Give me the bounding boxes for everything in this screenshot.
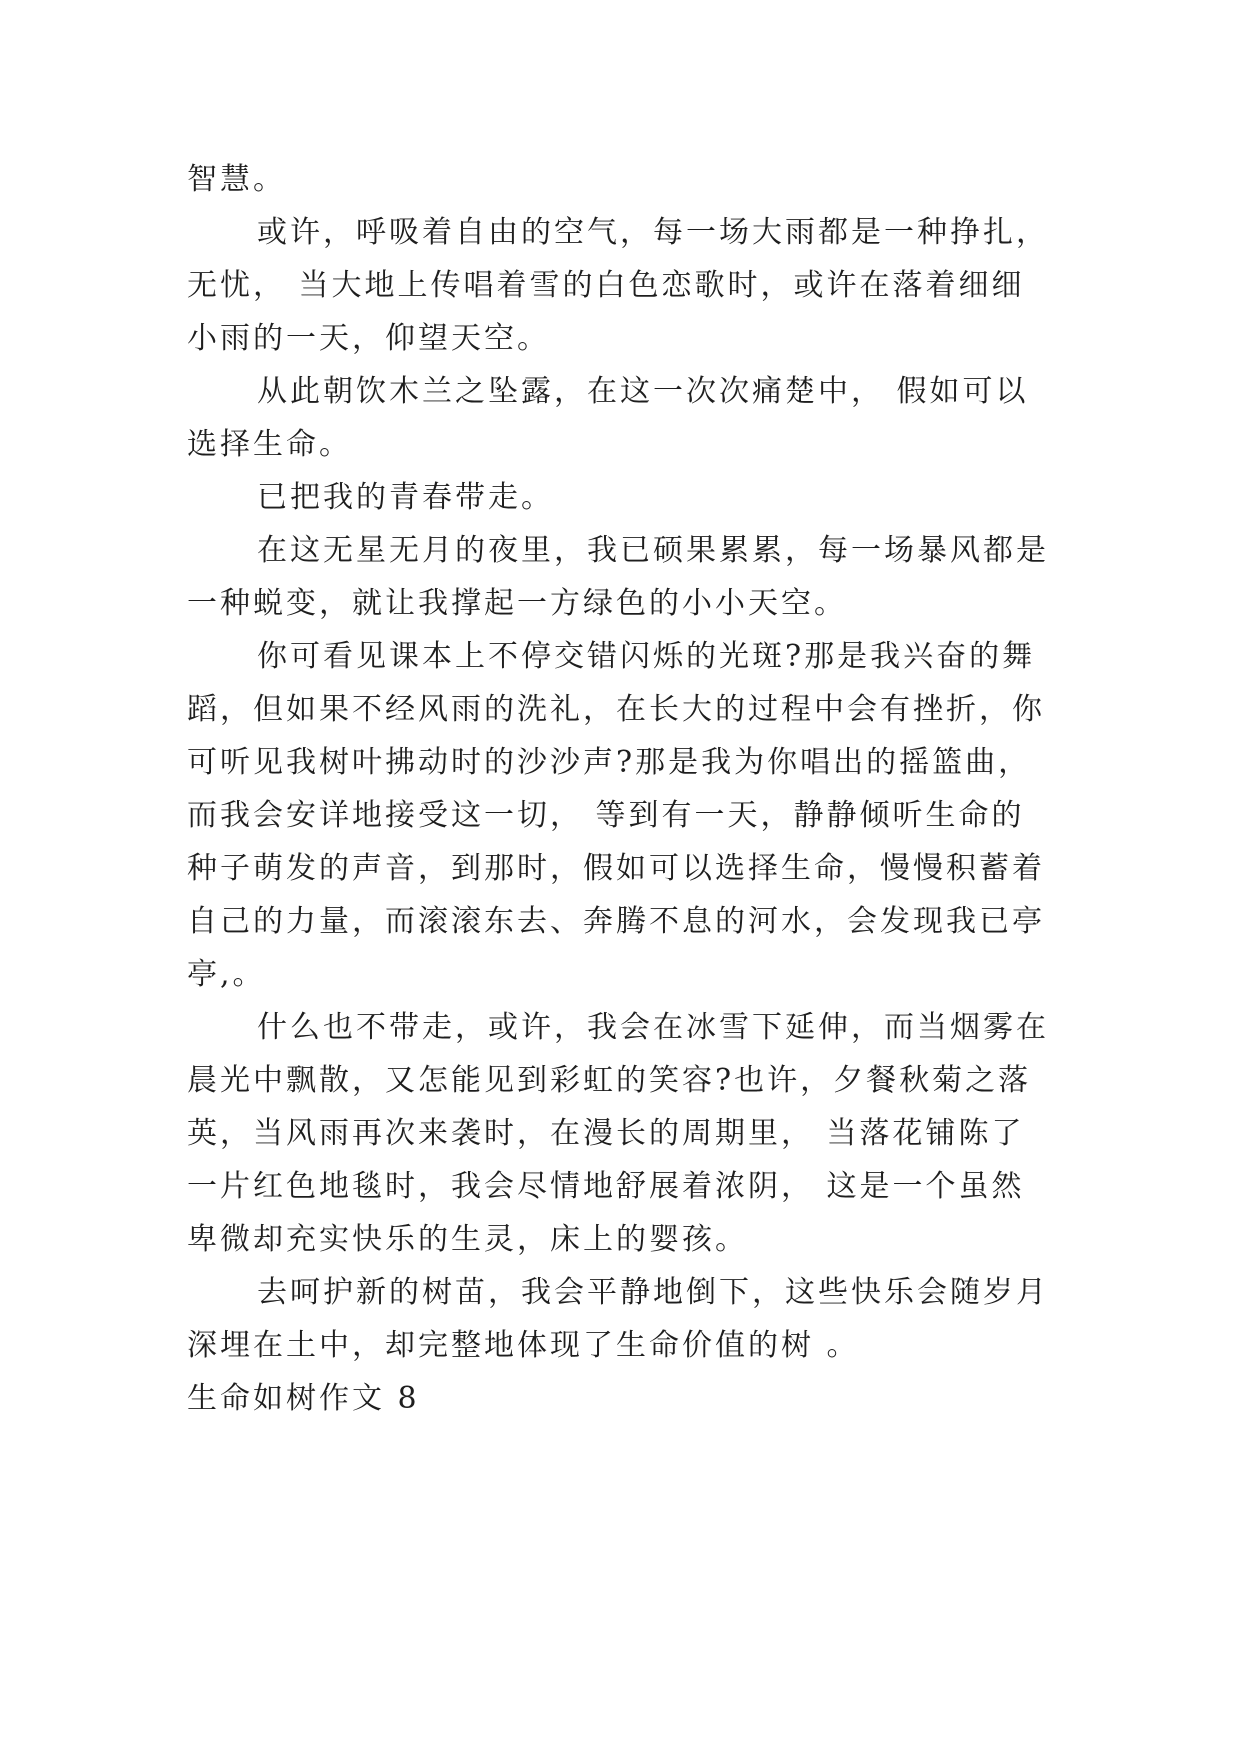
section-heading: 生命如树作文 8 (187, 1381, 420, 1416)
paragraph-first-line: 或许，呼吸着自由的空气，每一场大雨都是一种挣扎， (257, 215, 1049, 250)
text-line: 种子萌发的声音，到那时，假如可以选择生命，慢慢积蓄着 (187, 851, 1045, 886)
paragraph-first-line: 在这无星无月的夜里，我已硕果累累，每一场暴风都是 (257, 533, 1049, 568)
text-line: 英，当风雨再次来袭时，在漫长的周期里， 当落花铺陈了 (187, 1116, 1025, 1151)
text-line: 小雨的一天，仰望天空。 (187, 321, 550, 356)
text-line: 亭,。 (187, 957, 266, 992)
text-line: 无忧， 当大地上传唱着雪的白色恋歌时，或许在落着细细 (187, 268, 1025, 303)
text-line: 一种蜕变，就让我撑起一方绿色的小小天空。 (187, 586, 847, 621)
text-line: 深埋在土中，却完整地体现了生命价值的树 。 (187, 1328, 860, 1363)
text-line: 蹈，但如果不经风雨的洗礼，在长大的过程中会有挫折，你 (187, 692, 1045, 727)
text-line: 智慧。 (187, 162, 286, 197)
text-line: 一片红色地毯时，我会尽情地舒展着浓阴， 这是一个虽然 (187, 1169, 1025, 1204)
paragraph-first-line: 已把我的青春带走。 (257, 480, 554, 515)
text-line: 可听见我树叶拂动时的沙沙声?那是我为你唱出的摇篮曲， (187, 745, 1032, 780)
text-line: 晨光中飘散，又怎能见到彩虹的笑容?也许，夕餐秋菊之落 (187, 1063, 1032, 1098)
text-line: 而我会安详地接受这一切， 等到有一天，静静倾听生命的 (187, 798, 1025, 833)
text-line: 选择生命。 (187, 427, 352, 462)
paragraph-first-line: 去呵护新的树苗，我会平静地倒下，这些快乐会随岁月 (257, 1275, 1049, 1310)
paragraph-first-line: 什么也不带走，或许，我会在冰雪下延伸，而当烟雾在 (257, 1010, 1049, 1045)
text-line: 卑微却充实快乐的生灵，床上的婴孩。 (187, 1222, 748, 1257)
text-line: 自己的力量，而滚滚东去、奔腾不息的河水，会发现我已亭 (187, 904, 1045, 939)
paragraph-first-line: 你可看见课本上不停交错闪烁的光斑?那是我兴奋的舞 (257, 639, 1036, 674)
paragraph-first-line: 从此朝饮木兰之坠露，在这一次次痛楚中， 假如可以 (257, 374, 1029, 409)
